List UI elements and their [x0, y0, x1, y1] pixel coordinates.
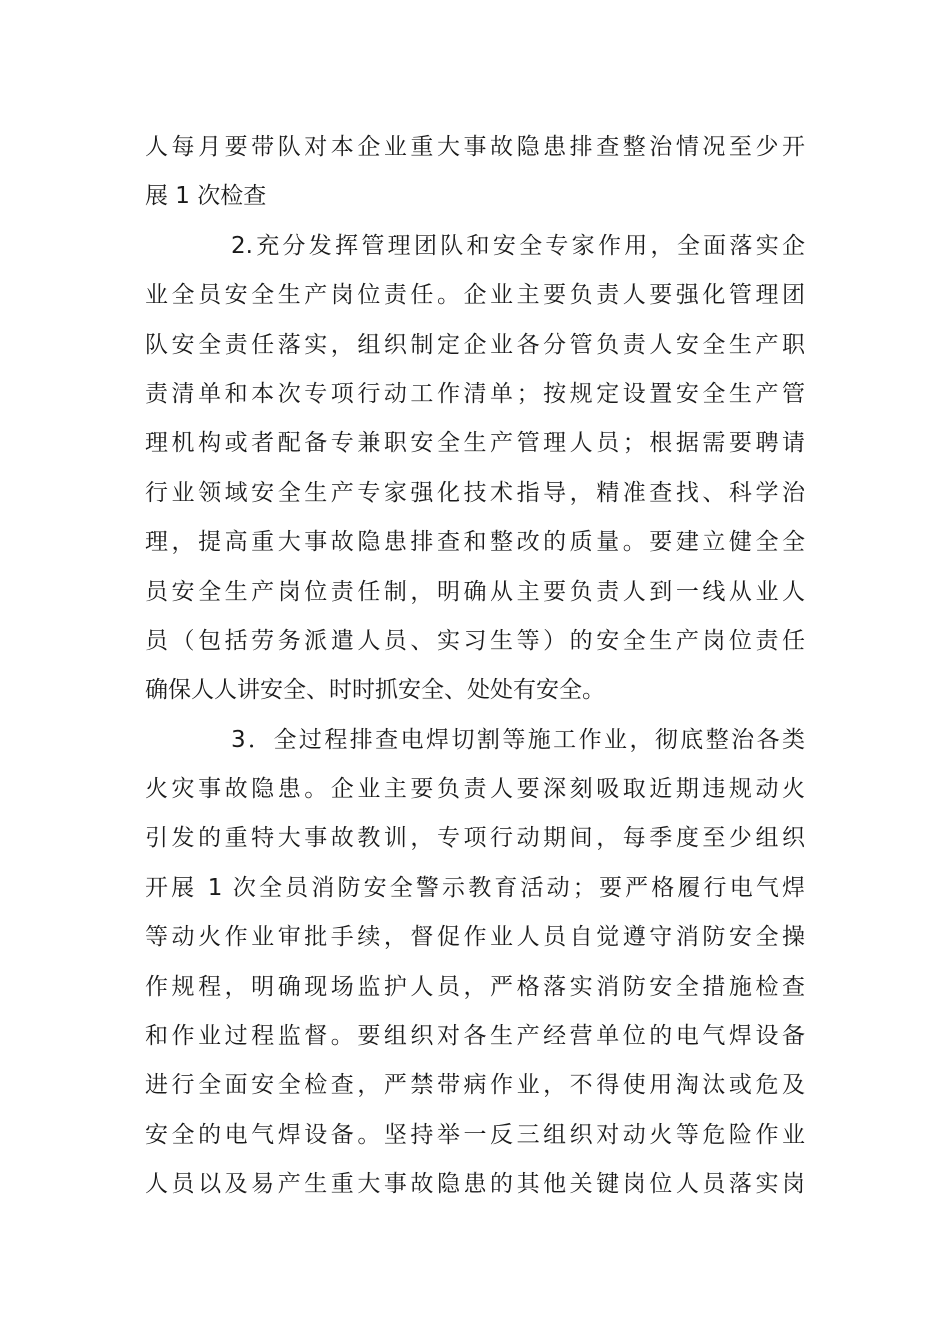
paragraph-2-first-line: 2.充分发挥管理团队和安全专家作用，全面落实企 [231, 232, 805, 259]
text-line: 确保人人讲安全、时时抓安全、处处有安全。 [145, 677, 605, 704]
text-line: 火灾事故隐患。企业主要负责人要深刻吸取近期违规动火 [145, 776, 805, 803]
text-line: 进行全面安全检查，严禁带病作业，不得使用淘汰或危及 [145, 1072, 805, 1099]
text-line: 理机构或者配备专兼职安全生产管理人员；根据需要聘请 [145, 430, 805, 457]
text-line: 人员以及易产生重大事故隐患的其他关键岗位人员落实岗 [145, 1171, 805, 1198]
text-line: 队安全责任落实，组织制定企业各分管负责人安全生产职 [145, 331, 805, 358]
text-line: 等动火作业审批手续，督促作业人员自觉遵守消防安全操 [145, 924, 805, 951]
text-line: 展 1 次检查 [145, 183, 267, 210]
text-line: 开展 1 次全员消防安全警示教育活动；要严格履行电气焊 [145, 874, 805, 901]
paragraph-3-first-line: 3．全过程排查电焊切割等施工作业，彻底整治各类 [231, 726, 805, 753]
text-line: 人每月要带队对本企业重大事故隐患排查整治情况至少开 [145, 134, 805, 160]
text-line: 作规程，明确现场监护人员，严格落实消防安全措施检查 [145, 973, 805, 1000]
text-line: 和作业过程监督。要组织对各生产经营单位的电气焊设备 [145, 1023, 805, 1050]
body-text [145, 123, 805, 1210]
text-line: 员安全生产岗位责任制，明确从主要负责人到一线从业人 [145, 578, 805, 605]
text-line: 员（包括劳务派遣人员、实习生等）的安全生产岗位责任 [145, 627, 805, 654]
text-line: 行业领域安全生产专家强化技术指导，精准查找、科学治 [145, 479, 805, 506]
text-line: 理，提高重大事故隐患排查和整改的质量。要建立健全全 [145, 529, 805, 556]
text-line: 引发的重特大事故教训，专项行动期间，每季度至少组织 [145, 825, 805, 852]
text-line: 业全员安全生产岗位责任。企业主要负责人要强化管理团 [145, 282, 805, 309]
text-line: 安全的电气焊设备。坚持举一反三组织对动火等危险作业 [145, 1121, 805, 1148]
text-line: 责清单和本次专项行动工作清单；按规定设置安全生产管 [145, 380, 805, 407]
